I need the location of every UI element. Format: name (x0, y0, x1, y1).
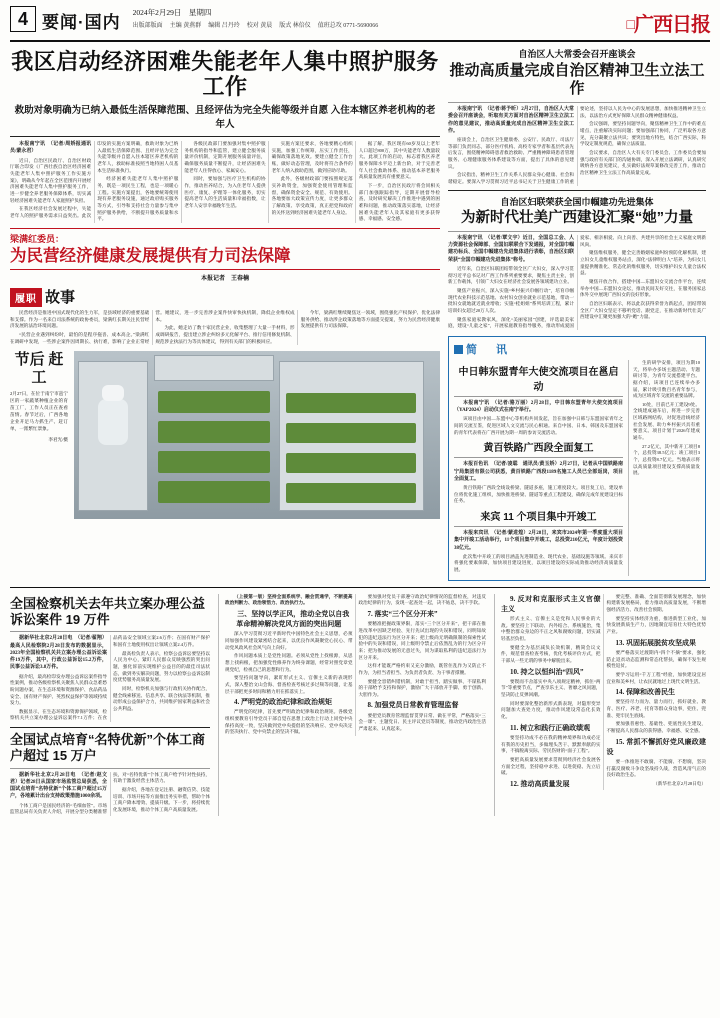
lead-story (10, 47, 440, 581)
main-section-3-heading: 8. 加强党员日常教育管理监督 (367, 701, 459, 710)
story-title-individual-business: 全国试点培育“名特优新”个体工商户超过 15 万户 (10, 732, 206, 764)
main-section-0-heading: 三、坚持以学正风，推动全党以自我革命精神解决党风方面的突出问题 (236, 610, 350, 629)
logo-mark: □ (626, 18, 634, 33)
right-section-4-heading: 13. 巩固拓展脱贫攻坚成果 (615, 638, 696, 647)
right-section-0-para-0: 形式主义、官僚主义是党和人民事业的大敌。要坚持上下联动、内外结合、系统施治，集中整治群众身边的不正之风和腐败问题，切实减轻基层负担。 (501, 616, 601, 642)
logo-text: 广西日报 (634, 14, 710, 36)
women-title: 为新时代壮美广西建设汇聚“她”力量 (461, 209, 693, 226)
npc-para-1: 会议指出，精神卫生工作关系人民群众身心健康、社会和谐稳定。要深入学习贯彻习近平总书记关于卫生健康工作的重要论述，坚持以人民为中心的发展思想，加快推进精神卫生立法，以法治方式更好保障人民群众精神健康权益。 (448, 106, 706, 184)
women-kicker: 自治区妇联荣获全国巾帼建功先进集体 (500, 196, 654, 207)
main-section-2-heading: 7. 落实“三个区分开来” (367, 610, 438, 619)
photo-title: 节后 赶工 (14, 352, 64, 387)
liang-para-0: 民营经济是推进中国式现代化的生力军，是县域经济的重要基础和支撑。作为一名来自司法系统的政协委员，梁满红长期关注民营经济发展的法治环境问题。 (10, 309, 150, 329)
brief-4-text: 10处，目前已开工建设9处。全线建成通车后，将进一步完善区域路网结构，对促进沿线经济社会发展、助力乡村振兴具有重要意义。项目计划于2026年建成通车。 (633, 401, 700, 441)
lead-para-3: 各级民政部门要加强对集中照护服务机构的指导和监管，建立健全服务质量评价机制，定期开展服务质量评估，确保服务质量不断提升，让经济困难失能老年人住得放心、家属安心。 (184, 141, 266, 173)
continuation-note: （上接第一版）坚持全面系统学、融会贯通学，不断提高政治判断力、政治领悟力、政治执行力。 (225, 593, 353, 606)
women-para-2: 聚焦家庭家教家风，深化“美丽家园”创建，评选最美家庭，建设“儿童之家”，开展家庭教育指导服务，推动形成爱国爱家、相亲相爱、向上向善、共建共享的社会主义家庭文明新风尚。 (448, 234, 706, 329)
main-section-1-para-1: 要加强对党员干部遵守政治纪律情况的监督检查，对违反政治纪律的行为，发现一起查处一起，决不姑息，决不手软。 (358, 593, 486, 606)
right-section-5-heading: 14. 保障和改善民生 (615, 688, 675, 697)
women-para-4: 聚焦开放合作，搭建中国—东盟妇女交流合作平台，连续举办中国—东盟妇女论坛，推动民间友好交往，在服务国家总体外交中展现广西妇女的良好形象。 (580, 278, 706, 298)
right-section-3-para-0: 要完整、准确、全面贯彻新发展理念，加快构建新发展格局，着力推动高质量发展，不断增强经济活力、改善社会预期。 (606, 593, 706, 613)
procuratorate-para-0: 据介绍，最高检印发办理公益诉讼案件指导性案例，推动各级检察机关聚焦人民群众急难愁盼问题办案，在生态环境和资源保护、食品药品安全、国有财产保护、英烈权益保护等领域持续发力。 (10, 673, 107, 706)
lead-para-5: 实施方案还要求，各地要精心组织实施，加强工作统筹，压实工作责任，确保政策落地见效。要建立健全工作台账，做好动态管理，及时将符合条件的老年人纳入救助范围，做到应助尽助。 (271, 141, 353, 173)
brief-1-text: 黄百铁路广西段全线设桥梁、隧道多座，施工难度较大。项目复工后，建设单位将优化施工组织，加快推进桥梁、隧道等重点工程建设，确保完成年度建设目标任务。 (454, 485, 623, 504)
publication-date: 2024年2月29日 星期四 (132, 8, 212, 17)
section-title: 要闻·国内 (42, 13, 121, 32)
photo-caption-col (10, 351, 68, 519)
brief-0-text: 该项目由中国—东盟中心等机构共同发起，旨在加强中日韩与东盟国家青年之间的交流互鉴，促进区域人文交流与民心相通。来自中国、日本、韩国及东盟国家的青年代表将在广西开展为期一周的参访交流活动。 (454, 416, 623, 435)
right-section-4-para-1: 要学习运用“千万工程”经验，加快建设宜居宜业和美乡村，让农民就地过上现代文明生活。 (606, 671, 706, 684)
liang-para-2: 为此，她走访了数十家民营企业，收集整理了大量一手材料，形成调研报告，提出建立涉企纠纷多元化解平台、推行信用修复机制、规范涉企执法行为等具体建议，得到有关部门的积极回应。 (155, 325, 295, 344)
photo-image (74, 351, 440, 519)
women-para-0: 近年来，自治区妇联团结带领全区广大妇女，深入学习贯彻习近平总书记对广西工作系列重要要求，聚焦主责主业，创新工作载体，引领广大妇女在经济社会发展各领域建功立业。 (448, 265, 574, 285)
npc-kicker: 自治区人大常委会召开座谈会 (518, 49, 636, 59)
lead-subtitle: 救助对象明确为已纳入最低生活保障范围、且经评估为完全失能等级并自愿 入住本辖区养老机构的老年人 (14, 104, 436, 130)
divider-red (10, 228, 440, 229)
right-section-1-para-1: 同时要深化整治新形式新表现，对隐形变异问题加大查处力度，推动作风建设常态化长效化。 (501, 700, 601, 720)
staff-4: 值班总攻 0771-5690066 (317, 23, 379, 29)
main-section-3-para-0: 要把党员教育管理监督贯穿日常、做在平常，严格落实“三会一课”、主题党日、民主评议党员等制度，推动党内政治生活严肃起来、认真起来。 (358, 712, 486, 731)
briefs-jump-col (628, 360, 700, 576)
women-body (448, 235, 706, 330)
briefs-box (448, 336, 706, 581)
divider (448, 231, 706, 232)
npc-para-2: 会议强调，要坚持问题导向，聚焦精神卫生工作中的难点堵点，注重解决实际问题；要加强部门协同，广泛听取各方意见，充分凝聚立法共识；要突出地方特色，结合广西实际，科学设定制度规范，确保立法质量。 (580, 121, 706, 147)
bottom-main-column (218, 594, 486, 816)
brief-0-title: 中日韩东盟青年大使交流项目在邕启动 (458, 366, 619, 393)
lead-para-7: 据了解，我区现有60岁及以上老年人口超过800万，其中失能老年人数量较大。此项工作的启动，标志着我区养老服务保障水平迈上新台阶，对于完善老年人社会救助体系、推动基本养老服务高质量发展具有重要意义。 (358, 141, 440, 180)
npc-para-3: 会议要求，自治区人大有关专门委员会、工作委员会要加强与政府有关部门的沟通协调，深入开展立法调研，认真研究吸纳各方意见建议，扎实做好法规草案修改完善工作，推动自治区精神卫生立法工作高质量完成。 (580, 149, 706, 175)
lead-para-2: 经济困难失能老年人集中照护服务，既是一项民生工程，也是一项暖心工程。实施方案提出，各地要统筹使用现有养老服务设施，通过政府购买服务等方式，引导和支持社会力量参与集中照护服务供给，不断提升服务质量和水平。 (97, 176, 179, 222)
divider (448, 190, 706, 191)
right-section-1-para-0: 要锲而不舍落实中央八项规定精神，抓住“两节”等重要节点，严查享乐主义、奢靡之风问题，坚决防止反弹回潮。 (501, 678, 601, 698)
lead-body (10, 141, 440, 223)
right-section-3-para-1: 要坚持实体经济为重，推进新型工业化，加快发展新质生产力，因地制宜培育壮大特色优势产业。 (606, 615, 706, 635)
right-section-2-heading: 11. 树立和践行正确政绩观 (510, 723, 591, 732)
story-title-procuratorate: 全国检察机关去年共立案办理公益诉讼案件 19 万件 (10, 595, 206, 628)
procuratorate-para-2: 最高检负责人表示，检察公益诉讼要坚持以人民为中心，紧盯人民群众反映强烈的突出问题，强化诉前实现维护公益目的的最佳司法状态，做到务实解决问题，努力以检察公益诉讼制度优势服务高质量发展。 (113, 650, 210, 683)
brief-2-body (454, 530, 623, 574)
liang-para-1: “民营企业遇到纠纷时，最怕的是程序拖沓、成本高企。”梁满红在调研中发现，一些涉企案件因周期长、执行难，影响了企业正常经营。她建议，进一步完善涉企案件快审快执机制，降低企业维权成本。 (10, 309, 295, 344)
top-right-zone (448, 47, 706, 581)
women-byline: 本报南宁讯 （记者/覃文宇）近日，全国总工会、人力资源社会保障部、全国妇联联合下发通报，对全国巾帼建功标兵、全国巾帼建功先进集体进行表彰，自治区妇联荣获“全国巾帼建功先进集体”称号。 (448, 235, 574, 263)
brief-0-byline: 本报南宁讯 （记者/骆万丽）2月28日，中日韩东盟青年大使交流项目（YAP2024）启动仪式在南宁举行。 (454, 400, 623, 414)
staff-1: 编辑 吕丹玲 (208, 23, 240, 29)
main-section-0-para-1: 作风问题本质上是党性问题。必须从党性上找根源，从思想上找病根，把加强党性修养作为终身课题，经常对照党章党规党纪，检视自己的思想和行为。 (225, 653, 353, 672)
liang-kicker: 梁满红委员： (10, 233, 65, 244)
main-section-2-para-2: 要健全容错纠错机制，对敢于担当、踏实做事、不谋私利的干部给予支持和保护，激励广大干部放开手脚、勇于创新、大胆作为。 (358, 678, 486, 697)
divider (448, 102, 706, 103)
staff-2: 校对 黄晨 (246, 23, 273, 29)
npc-byline: 本报南宁讯 （记者/蒋予昕）2月27日，自治区人大常委会召开座谈会，听取有关方面对自治区精神卫生立法工作的意见建议，推动高质量完成自治区精神卫生立法工作。 (448, 107, 574, 134)
right-section-0-para-1: 要健全为基层减负长效机制，精简会议文件，规范督查检查考核，优化考核评价方式，把干部从一些无谓的事务中解脱出来。 (501, 644, 601, 664)
newspaper-logo (627, 6, 710, 37)
npc-body (448, 106, 706, 186)
liang-body (10, 310, 440, 345)
women-para-5: 自治区妇联表示，将以此次获得荣誉为新起点，团结带领全区广大妇女坚定不移听党话、跟党走，在推动新时代壮美广西建设中汇聚更加强大的“她”力量。 (580, 300, 706, 320)
right-section-5-para-0: 要坚持尽力而为、量力而行，抓好就业、教育、医疗、养老、托育等群众身边事，兜住、兜准、兜牢民生底线。 (606, 699, 706, 718)
photo-credit: 李君光/摄 (48, 436, 68, 442)
bottom-right-column (494, 594, 706, 816)
publisher-label: 出版部版面 (132, 23, 163, 29)
brief-2-byline: 本报来宾讯 （记者/蒙进煌）2月28日，来宾市2024年第一季度重大项目集中开竣工活动举行，11个项目集中开竣工，总投资210亿元，年度计划投资38亿元。 (454, 531, 623, 551)
brief-1-title: 黄百铁路广西段全面复工 (483, 443, 594, 455)
right-section-2-para-0: 要坚持功成不必在我的精神境界和功成必定有我的历史担当，多做埋头苦干、默默奉献的实事，不搞脱离实际、劳民伤财的“面子工程”。 (501, 734, 601, 754)
women-para-1: 聚焦产业振兴，深入实施“乡村振兴巾帼行动”，培育巾帼现代农业科技示范基地、农村妇女创业就业示范基地，带动一批妇女就地就近就业增收；实施“桂姐姐”系列培训工程，累计培训妇女超过20万人次。 (448, 287, 574, 313)
main-section-0-para-2: 要坚持问题导向，紧盯形式主义、官僚主义新的表现形式，深入整治文山会海、督查检查考核过多过频等问题，让基层干部把更多时间和精力用在抓落实上。 (225, 675, 353, 694)
right-section-4-para-0: 要严格落实过渡期内“四个不摘”要求，强化防止返贫动态监测和常态化帮扶，确保不发生规模性返贫。 (606, 649, 706, 669)
procuratorate-para-3: 同时，检察机关加强与行政机关协作配合，健全线索移送、信息共享、联合执法等机制，推动形成公益保护合力，共同维护国家利益和社会公共利益。 (113, 685, 210, 711)
bottom-zone (10, 594, 710, 816)
gushi-badge: 故事 (45, 289, 76, 306)
main-section-0-para-0: 深入学习贯彻习近平新时代中国特色社会主义思想，必须同加强作风建设紧密结合起来，以优良作风凝聚党心民心、带动党风政风社会风气向上向好。 (225, 631, 353, 650)
page-number: 4 (10, 6, 36, 32)
lead-para-6: 此外，各级财政部门要按照规定落实补助资金，加强资金使用管理和监督，确保资金安全、规范、有效使用。各地要加大政策宣传力度，让更多群众了解政策、享受政策，真正把党和政府的关怀送到经济困难失能老年人身边。 (271, 176, 353, 215)
procuratorate-byline: 据新华社北京2月28日电 （记者/翟翔）最高人民检察院2月28日发布的数据显示，2023年全国检察机关共立案办理公益诉讼案件19万件，其中，行政公益诉讼15.2万件，民事公益诉讼3.8万件。 (10, 636, 107, 671)
lead-para-1: 在我区经济社会发展过程中，失能老年人的照护服务需求日益突出。此次印发的实施方案明确，救助对象为已纳入最低生活保障范围、且经评估为完全失能等级并自愿入住本辖区养老机构的老年人，救助标准按照当地特困人员基本生活标准执行。 (10, 141, 179, 218)
individual-business-para-0: 个体工商户是国民经济的“毛细血管”。市场监管总局有关负责人介绍，开展分型分类精准帮扶，对“名特优新”个体工商户给予针对性扶持，有助于激发经营主体活力。 (10, 771, 210, 815)
right-section-2-para-1: 要把高质量发展要求贯彻到经济社会发展各方面全过程，坚持稳中求进、以进促稳、先立后破。 (501, 756, 601, 776)
bottom-left-column (10, 594, 210, 816)
individual-business-para-1: 据介绍，各地在登记注册、融资信贷、技能培训、市场开拓等方面推出务实举措，帮助个体工商户降本增效、提质升级。下一步，将持续优化发展环境，推动个体工商户高质量发展。 (113, 786, 210, 812)
npc-title: 推动高质量完成自治区精神卫生立法工作 (449, 62, 705, 97)
staff-0: 主编 黄燕群 (169, 23, 202, 29)
main-section-1-para-0: 严明党的纪律，首先要严明政治纪律和政治规矩。各级党组织要教育引导党员干部自觉在思想上政治上行动上同党中央保持高度一致，坚决做到党中央提倡的坚决响应、党中央决定的坚决执行、党中央禁止的坚决不做。 (225, 709, 353, 735)
brief-3-text: 生的研学安排，项目为期10天，将举办多场主题活动、专题研讨等，为青年交流搭建平台。据介绍，该项目已连续举办多届，累计吸引数百名青年参与，成为区域青年交流的重要品牌。 (633, 359, 700, 399)
main-section-2-para-0: 要精准把握政策界限，落实“三个区分开来”，把干部在推进改革中因缺乏经验、先行先试出现的失误和错误，同明知故犯的违纪违法行为区分开来；把上级尚无明确限制的探索性试验中的失误和错误，同上级明令禁止后依然乱为的行为区分开来；把为推动发展的无意过失，同为谋取私利的违纪违法行为区分开来。 (358, 621, 486, 660)
women-para-3: 聚焦维权服务，健全完善婚姻家庭纠纷预防化解机制，建立妇女儿童维权服务站点，深化“法律明白人”培养，为妇女儿童提供精准化、常态化的维权服务，切实维护妇女儿童合法权益。 (580, 250, 706, 276)
liang-para-3: 今年，梁满红继续聚焦这一领域，围绕强化产权保护、优化法律服务供给、推动涉企政策落地等方面提交提案，努力为民营经济健康发展提供有力司法保障。 (300, 309, 440, 329)
brief-2-title: 来宾 11 个项目集中开竣工 (480, 512, 597, 524)
right-section-6-para-0: 要一体推进不敢腐、不能腐、不想腐，坚决打赢反腐败斗争攻坚战持久战，营造风清气正的良好政治生态。 (606, 758, 706, 778)
brief-5-text: 27.2亿元，其中新开工项目8个，总投资38.5亿元；竣工项目3个，总投资8.7亿元。当地表示将以高质量项目建设支撑高质量发展。 (633, 443, 700, 476)
briefs-header (454, 341, 700, 357)
page-title: 我区启动经济困难失能老年人集中照护服务工作 (11, 49, 439, 100)
brief-2-text: 此次集中开竣工的项目涵盖先进制造业、现代农业、基础设施等领域。来宾市将强化要素保障，加快项目建设进度，以项目建设的实际成效推动经济高质量发展。 (454, 553, 623, 573)
right-section-6-heading: 15. 常抓不懈抓好党风廉政建设 (606, 737, 706, 756)
individual-business-body (10, 772, 210, 816)
right-continuation (501, 594, 706, 790)
right-section-0-heading: 9. 反对和克服形式主义官僚主义 (501, 594, 601, 613)
divider-red-2 (10, 269, 440, 270)
top-zone (10, 47, 710, 581)
masthead-staff (133, 20, 627, 29)
liang-story (10, 228, 440, 345)
photo-caption: 2月27日，在位于南宁市邕宁区的一家蔬菜种植企业的育苗工厂，工作人员正在查看苗情。春节过后，广西各地企业开足马力抓生产、赶订单，一派繁忙景象。 (10, 391, 68, 431)
individual-business-byline: 据新华社北京2月28日电 （记者/赵文君）记者28日从国家市场监管总局获悉，全国试点培育“名特优新”个体工商户超过15万户，各地累计出台支持政策措施1000余项。 (10, 772, 107, 800)
main-section-2-para-1: 这样才能既严格约束又充分激励，既管住乱作为又防止不作为，为担当者担当、为负责者负责、为干事者撑腰。 (358, 663, 486, 675)
right-section-3-heading: 12. 推动高质量发展 (510, 779, 570, 788)
npc-para-0: 座谈会上，自治区卫生健康委、公安厅、民政厅、司法厅等部门负责同志，部分医疗机构、高校专家学者和基层代表先后发言，围绕精神障碍患者救治救助、严重精神障碍患者管理服务、心理健康服务体系建设等方面，提出了具体的意见建议。 (448, 137, 574, 169)
liang-byline: 本报记者 王春楠 (200, 275, 249, 282)
brief-1-body (454, 461, 623, 505)
divider (10, 136, 440, 137)
right-section-1-heading: 10. 持之以恒纠治“四风” (510, 667, 584, 676)
procuratorate-body (10, 635, 210, 722)
divider-major (10, 587, 710, 588)
lead-para-0: 近日，自治区民政厅、自治区财政厅联合印发《广西壮族自治区经济困难失能老年人集中照护服务工作实施方案》，明确从今年起在全区范围内开展经济困难失能老年人集中照护服务工作，进一步健全养老服务保障体系，切实减轻经济困难失能老年人家庭照护负担。 (10, 157, 92, 203)
lead-para-4: 同时，要加强与医疗卫生机构的协作，推动医养结合，为入住老年人提供医疗、康复、护理等一体化服务，切实提高老年人的生活质量和幸福指数，让老年人安享幸福晚年生活。 (184, 176, 266, 208)
right-section-5-para-1: 要加强普惠性、基础性、兜底性民生建设，不断提高人民群众的获得感、幸福感、安全感。 (606, 721, 706, 733)
photo-block (10, 351, 440, 519)
main-section-1-heading: 4. 严明党的政治纪律和政治规矩 (234, 698, 332, 707)
masthead-info (133, 6, 627, 29)
lead-para-8: 下一步，自治区民政厅将会同相关部门加强跟踪指导，定期开展督导检查，及时研究解决工作推进中遇到的困难和问题，推动政策落实落地，让经济困难失能老年人及其家庭有更多获得感、幸福感、安全感。 (358, 183, 440, 222)
briefs-header-label: 简 讯 (466, 343, 511, 356)
xinhua-signature: （新华社北京2月28日电） (653, 780, 706, 786)
masthead (10, 6, 710, 42)
lvzhi-badge: 履职 (10, 288, 42, 307)
liang-title: 为民营经济健康发展提供有力司法保障 (10, 246, 291, 265)
briefs-marker-icon (454, 345, 463, 354)
procuratorate-para-1: 数据显示，在生态环境和资源保护领域，检察机关共立案办理公益诉讼案件7.1万件；在食品药品安全领域立案2.6万件；在国有财产保护和国有土地使用权出让领域立案2.4万件。 (10, 635, 210, 721)
staff-3: 版式 林倍仪 (279, 23, 311, 29)
brief-0-body (454, 400, 623, 436)
lead-byline: 本报南宁讯 （记者/周娇报通讯员/蒙永君） (10, 142, 92, 155)
brief-1-byline: 本报百色讯 （记者/凌聪 通讯员/黄玉娇）2月27日，记者从中国铁路南宁局集团有限公司获悉，黄百铁路广西段1189名施工人员已全部返岗，项目全面复工。 (454, 462, 623, 482)
main-continuation (225, 594, 486, 737)
lvzhi-badge-group (10, 286, 440, 307)
